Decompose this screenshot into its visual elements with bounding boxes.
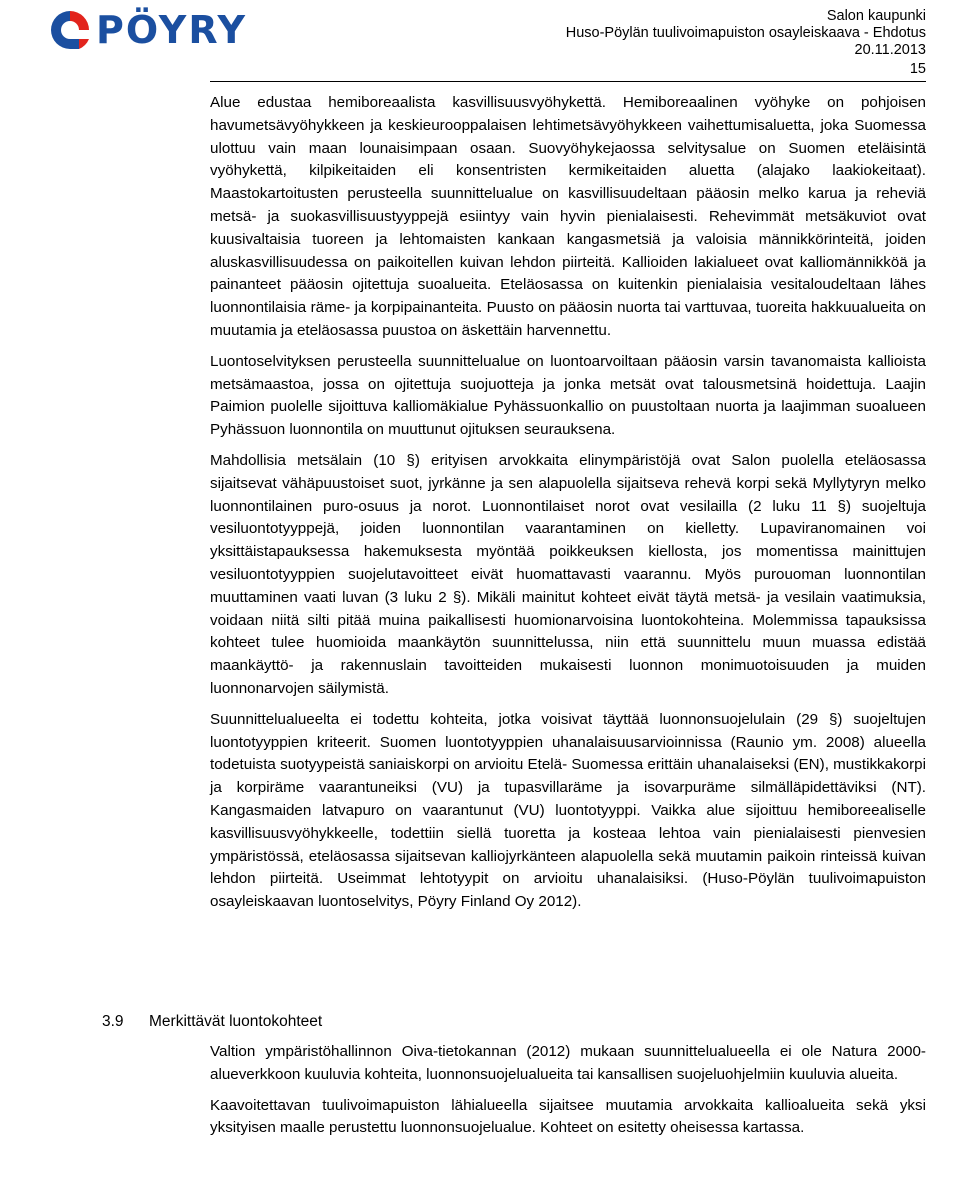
paragraph: Valtion ympäristöhallinnon Oiva-tietokannan (2012) mukaan suunnittelualueella ei ole Natura 2000-alueverkkoon kuuluvia kohteita, luonnonsuojelualueita tai kansallisen suojeluohjelmiin kuuluvia alueita.	[210, 1043, 926, 1083]
document-date: 20.11.2013	[854, 42, 926, 58]
document-header-info	[566, 8, 926, 59]
section-number: 3.9	[102, 1013, 124, 1030]
section-title: Merkittävät luontokohteet	[149, 1013, 323, 1030]
client-name: Salon kaupunki	[826, 8, 926, 24]
poyry-logo-text: PÖYRY	[96, 8, 248, 52]
paragraph: Suunnittelualueelta ei todettu kohteita, jotka voisivat täyttää luonnonsuojelulain (29 §) suojeltujen luontotyyppien kriteerit. Suomen luontotyyppien uhanalaisuusarvioinnissa (Raunio ym. 2008) alueella todetuista suotyypeistä saniaiskorpi on arvioitu Etelä- Suomessa erittäin uhanalaiseksi (EN), mustikkakorpi ja korpiräme vaarantuneiksi (VU) ja tupasvillaräme ja isovarpuräme silmälläpidettäviksi (NT). Kangasmaiden latvapuro on vaarantunut (VU) luontotyyppi. Vaikka alue sijoittuu hemiboreealiselle kasvillisuusvyöhykkeelle, todettiin siellä tuoretta ja kosteaa lehtoa vain pienialaisesti pienvesien ympäristössä, eteläosassa sijaitsevan kalliojyrkänteen alapuolella sekä muutamin paikoin rinteissä kuivan lehdon piirteitä. Useimmat lehtotyypit on arvioitu uhanalaisiksi. (Huso-Pöylän tuulivoimapuiston osayleiskaavan luontoselvitys, Pöyry Finland Oy 2012).	[210, 710, 926, 911]
section-heading	[102, 1011, 322, 1033]
poyry-logo-mark-icon	[48, 8, 92, 52]
document-title: Huso-Pöylän tuulivoimapuiston osayleiskaava - Ehdotus	[565, 25, 926, 41]
paragraph: Kaavoitettavan tuulivoimapuiston lähialueella sijaitsee muutamia arvokkaita kallioalueita sekä yksi yksityisen maalle perustettu luonnonsuojelualue. Kohteet on esitetty oheisessa kartassa.	[210, 1096, 926, 1137]
paragraph: Luontoselvityksen perusteella suunnittelualue on luontoarvoiltaan pääosin varsin tavanomaista kallioista metsämaastoa, jossa on ojitettuja suojuotteja ja jonka metsät ovat talousmetsinä hoidettuja. Laajin Paimion puolelle sijoittuva kalliomäkialue Pyhässuonkallio on puustoltaan nuorta ja laajimman suoalueen Pyhässuon luonnontila on muuttunut ojituksen seurauksena.	[210, 352, 926, 439]
body-text	[210, 92, 926, 914]
section-body-text	[210, 1041, 926, 1140]
paragraph: Alue edustaa hemiboreaalista kasvillisuusvyöhykettä. Hemiboreaalinen vyöhyke on pohjoisen havumetsävyöhykkeen ja keskieurooppalaisen lehtimetsävyöhykkeen vaihettumisaluetta, joka Suomessa ulottuu vain maan lounaisimpaan osaan. Suovyöhykejaossa selvitysalue on Suomen eteläisintä vyöhykettä, kilpikeitaiden eli konsentristen kermikeitaiden aluetta (alajako laakiokeitaat). Maastokartoitusten perusteella suunnittelualue on kasvillisuudeltaan pääosin melko karua ja reheviä metsä- ja suokasvillisuustyyppejä esiintyy vain hyvin pienialaisesti. Rehevimmät metsäkuviot ovat kuusivaltaisia tuoreen ja lehtomaisten kankaan kangasmetsiä ja valoisia männikkörinteitä, joiden aluskasvillisuudessa on paikoitellen kuivan lehdon piirteitä. Kallioiden lakialueet ovat kalliomännikköä ja painanteet pääosin ojitettuja suoalueita. Eteläosassa on kuitenkin pienialaisia vesitaloudeltaan lähes luonnontilaisia räme- ja korpipainanteita. Puusto on pääosin nuorta tai varttuvaa, tuoreita hakkuualueita on muutamia ja eteläosassa puustoa on äskettäin harvennettu.	[210, 94, 926, 339]
paragraph: Mahdollisia metsälain (10 §) erityisen arvokkaita elinympäristöjä ovat Salon puolella eteläosassa sijaitsevat vähäpuustoiset suot, jyrkänne ja sen alapuolella sijaitseva rehevä korpi sekä Myllytyryn melko luonnontilainen puro-osuus ja norot. Luonnontilaiset norot ovat vesilailla (2 luku 11 §) suojeltuja vesiluontotyyppejä, joiden luonnontilan vaarantaminen on kielletty. Lupaviranomainen voi yksittäistapauksessa hakemuksesta myöntää poikkeuksen kiellosta, jos momentissa mainittujen vesiluontotyyppien suojelutavoitteet eivät huomattavasti vaarannu. Myös purouoman luonnontilan muuttaminen vaati luvan (3 luku 2 §). Mikäli mainitut kohteet eivät täytä metsä- ja vesilain vaatimuksia, voidaan niitä silti pitää muina paikallisesti huomionarvoisina luontokohteina. Molemmissa tapauksissa kohteet tulee huomioida maankäytön suunnittelussa, niin että suunnittelu muun muassa edistää maankäyttö- ja rakennuslain tavoitteiden mukaisesti luonnon monimuotoisuuden ja muiden luonnonarvojen säilymistä.	[210, 451, 926, 697]
page-number: 15	[909, 61, 926, 77]
header-divider	[210, 81, 926, 82]
poyry-logo	[48, 4, 247, 56]
